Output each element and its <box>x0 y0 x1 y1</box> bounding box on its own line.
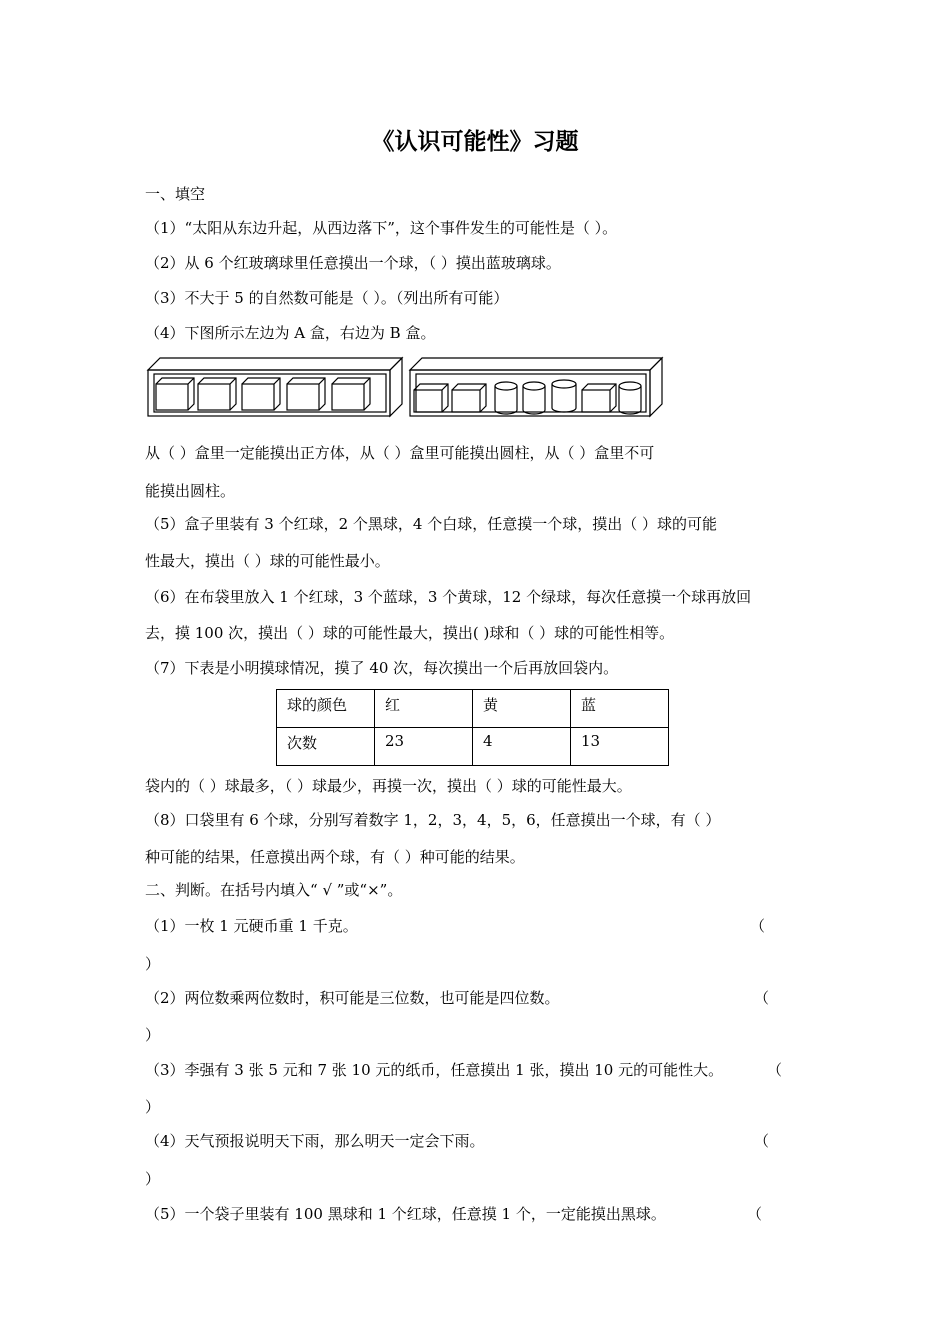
page-title: 《认识可能性》习题 <box>371 128 579 155</box>
judge-item-3-open: （ <box>767 1061 783 1079</box>
judge-item-4: （4）天气预报说明天下雨，那么明天一定会下雨。 <box>145 1132 485 1150</box>
judge-item-5-open: （ <box>747 1205 763 1223</box>
judge-item-3-close: ） <box>145 1098 161 1116</box>
table-cell: 红 <box>375 690 473 728</box>
question-8-line1: （8）口袋里有 6 个球，分别写着数字 1，2，3，4，5，6，任意摸出一个球，有（ ） <box>145 811 721 829</box>
question-5-line1: （5）盒子里装有 3 个红球，2 个黑球，4 个白球，任意摸一个球，摸出（ ）球的可能 <box>145 515 718 533</box>
table-cell: 23 <box>375 728 473 766</box>
judge-item-3: （3）李强有 3 张 5 元和 7 张 10 元的纸币，任意摸出 1 张，摸出 10 元的可能性大。 <box>145 1061 724 1079</box>
box-b <box>410 358 662 416</box>
question-4: （4）下图所示左边为 A 盒，右边为 B 盒。 <box>145 324 436 342</box>
section1-heading: 一、填空 <box>145 185 206 203</box>
judge-item-1: （1）一枚 1 元硬币重 1 千克。 <box>145 917 358 935</box>
question-5-line2: 性最大，摸出（ ）球的可能性最小。 <box>145 552 390 570</box>
judge-item-4-open: （ <box>754 1132 770 1150</box>
table-cell: 蓝 <box>571 690 669 728</box>
question-8-line2: 种可能的结果，任意摸出两个球，有（ ）种可能的结果。 <box>145 848 525 866</box>
table-cell: 球的颜色 <box>277 690 375 728</box>
box-a <box>148 358 402 416</box>
boxes-figure <box>140 352 670 424</box>
question-6-line1: （6）在布袋里放入 1 个红球，3 个蓝球，3 个黄球，12 个绿球，每次任意摸一个球再放回 <box>145 588 752 606</box>
question-6-line2: 去，摸 100 次，摸出（ ）球的可能性最大，摸出( )球和（ ）球的可能性相等。 <box>145 624 675 642</box>
judge-item-2: （2）两位数乘两位数时，积可能是三位数，也可能是四位数。 <box>145 989 560 1007</box>
table-cell: 黄 <box>473 690 571 728</box>
question-7-after: 袋内的（ ）球最多，（ ）球最少，再摸一次，摸出（ ）球的可能性最大。 <box>145 777 632 795</box>
question-1: （1）“太阳从东边升起，从西边落下”，这个事件发生的可能性是（ ）。 <box>145 219 618 237</box>
question-3: （3）不大于 5 的自然数可能是（ ）。（列出所有可能） <box>145 289 509 307</box>
table-cell: 4 <box>473 728 571 766</box>
table-row <box>277 728 669 766</box>
table-cell: 13 <box>571 728 669 766</box>
judge-item-2-close: ） <box>145 1026 161 1044</box>
judge-item-5: （5）一个袋子里装有 100 黑球和 1 个红球，任意摸 1 个，一定能摸出黑球。 <box>145 1205 666 1223</box>
table-cell: 次数 <box>277 728 375 766</box>
judge-item-1-close: ） <box>145 955 161 973</box>
question-4-line1: 从（ ）盒里一定能摸出正方体，从（ ）盒里可能摸出圆柱，从（ ）盒里不可 <box>145 444 655 462</box>
section2-heading: 二、判断。在括号内填入“ √ ”或“×”。 <box>145 881 403 899</box>
judge-item-4-close: ） <box>145 1170 161 1188</box>
judge-item-2-open: （ <box>754 989 770 1007</box>
ball-table <box>276 689 669 766</box>
question-7: （7）下表是小明摸球情况，摸了 40 次，每次摸出一个后再放回袋内。 <box>145 659 619 677</box>
question-2: （2）从 6 个红玻璃球里任意摸出一个球，（ ）摸出蓝玻璃球。 <box>145 254 561 272</box>
judge-item-1-open: （ <box>750 917 766 935</box>
question-4-line2: 能摸出圆柱。 <box>145 482 236 500</box>
table-row <box>277 690 669 728</box>
